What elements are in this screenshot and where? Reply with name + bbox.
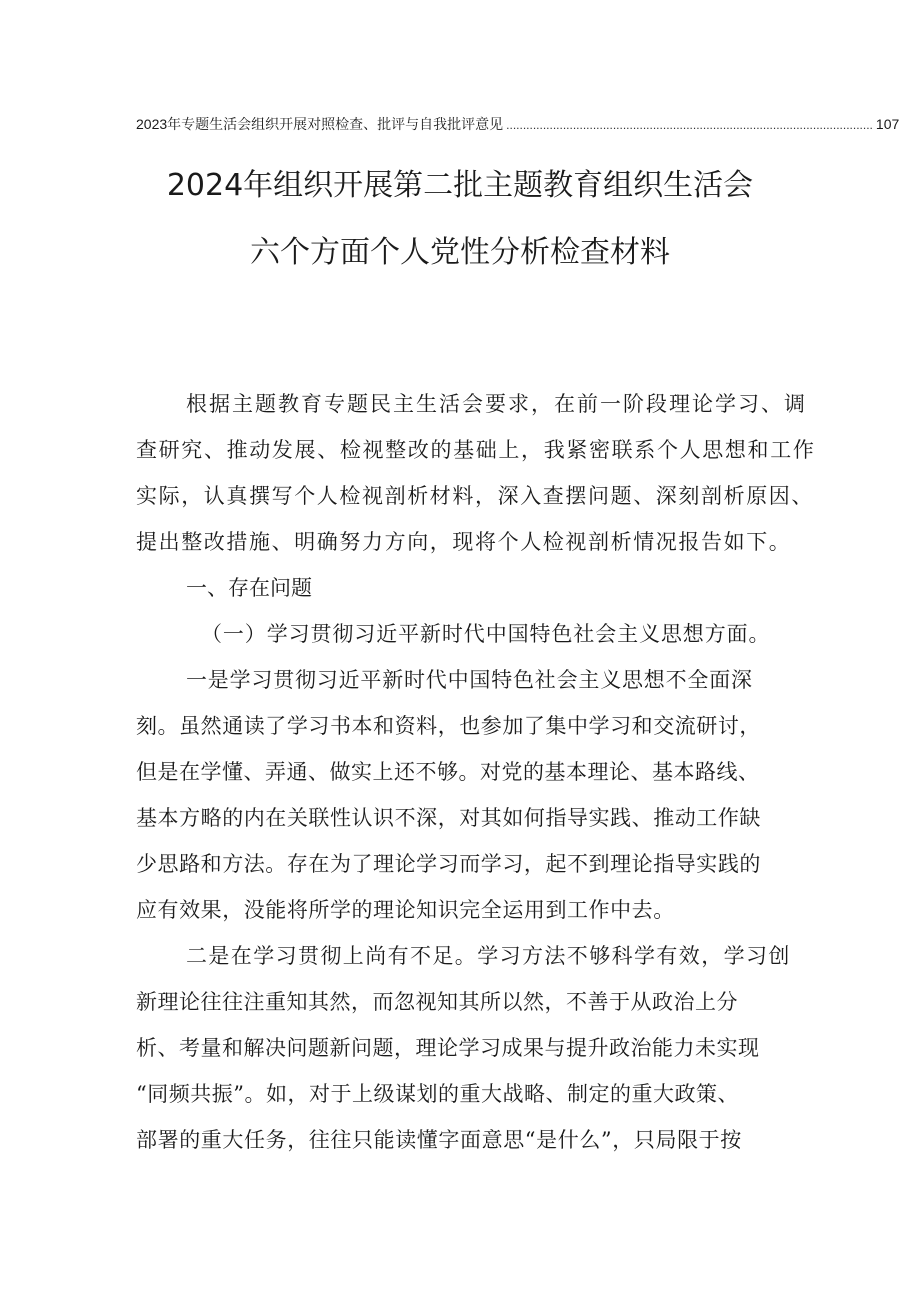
paragraph-line: 新理论往往注重知其然，而忽视知其所以然，不善于从政治上分: [136, 990, 738, 1014]
intro-line: 根据主题教育专题民主生活会要求，在前一阶段理论学习、调: [186, 392, 807, 416]
toc-entry-text: 2023年专题生活会组织开展对照检查、批评与自我批评意见: [136, 116, 504, 132]
paragraph-line: 二是在学习贯彻上尚有不足。学习方法不够科学有效，学习创: [186, 944, 791, 968]
toc-page-number: 107: [875, 116, 900, 132]
intro-line: 提出整改措施、明确努力方向，现将个人检视剖析情况报告如下。: [136, 530, 792, 554]
document-title-line-2: 六个方面个人党性分析检查材料: [250, 235, 670, 270]
paragraph-line: 少思路和方法。存在为了理论学习而学习，起不到理论指导实践的: [136, 852, 761, 876]
document-title-line-1: 2024年组织开展第二批主题教育组织生活会: [166, 168, 754, 203]
paragraph-line: “同频共振”。如，对于上级谋划的重大战略、制定的重大政策、: [136, 1082, 739, 1106]
toc-leader-dots: ..............................................................................................................: [506, 118, 873, 132]
paragraph-line: 部署的重大任务，往往只能读懂字面意思“是什么”，只局限于按: [136, 1128, 742, 1152]
paragraph-line: 但是在学懂、弄通、做实上还不够。对党的基本理论、基本路线、: [136, 760, 760, 784]
intro-line: 实际，认真撰写个人检视剖析材料，深入查摆问题、深刻剖析原因、: [136, 484, 814, 508]
intro-line: 查研究、推动发展、检视整改的基础上，我紧密联系个人思想和工作: [136, 438, 816, 462]
subsection-heading: （一）学习贯彻习近平新时代中国特色社会主义思想方面。: [201, 622, 771, 646]
paragraph-line: 析、考量和解决问题新问题，理论学习成果与提升政治能力未实现: [136, 1036, 760, 1060]
paragraph-line: 应有效果，没能将所学的理论知识完全运用到工作中去。: [136, 898, 675, 922]
section-heading-issues: 一、存在问题: [186, 576, 312, 600]
paragraph-line: 刻。虽然通读了学习书本和资料，也参加了集中学习和交流研讨，: [136, 714, 761, 738]
paragraph-line: 基本方略的内在关联性认识不深，对其如何指导实践、推动工作缺: [136, 806, 761, 830]
paragraph-line: 一是学习贯彻习近平新时代中国特色社会主义思想不全面深: [186, 668, 753, 692]
toc-entry[interactable]: [136, 114, 900, 136]
